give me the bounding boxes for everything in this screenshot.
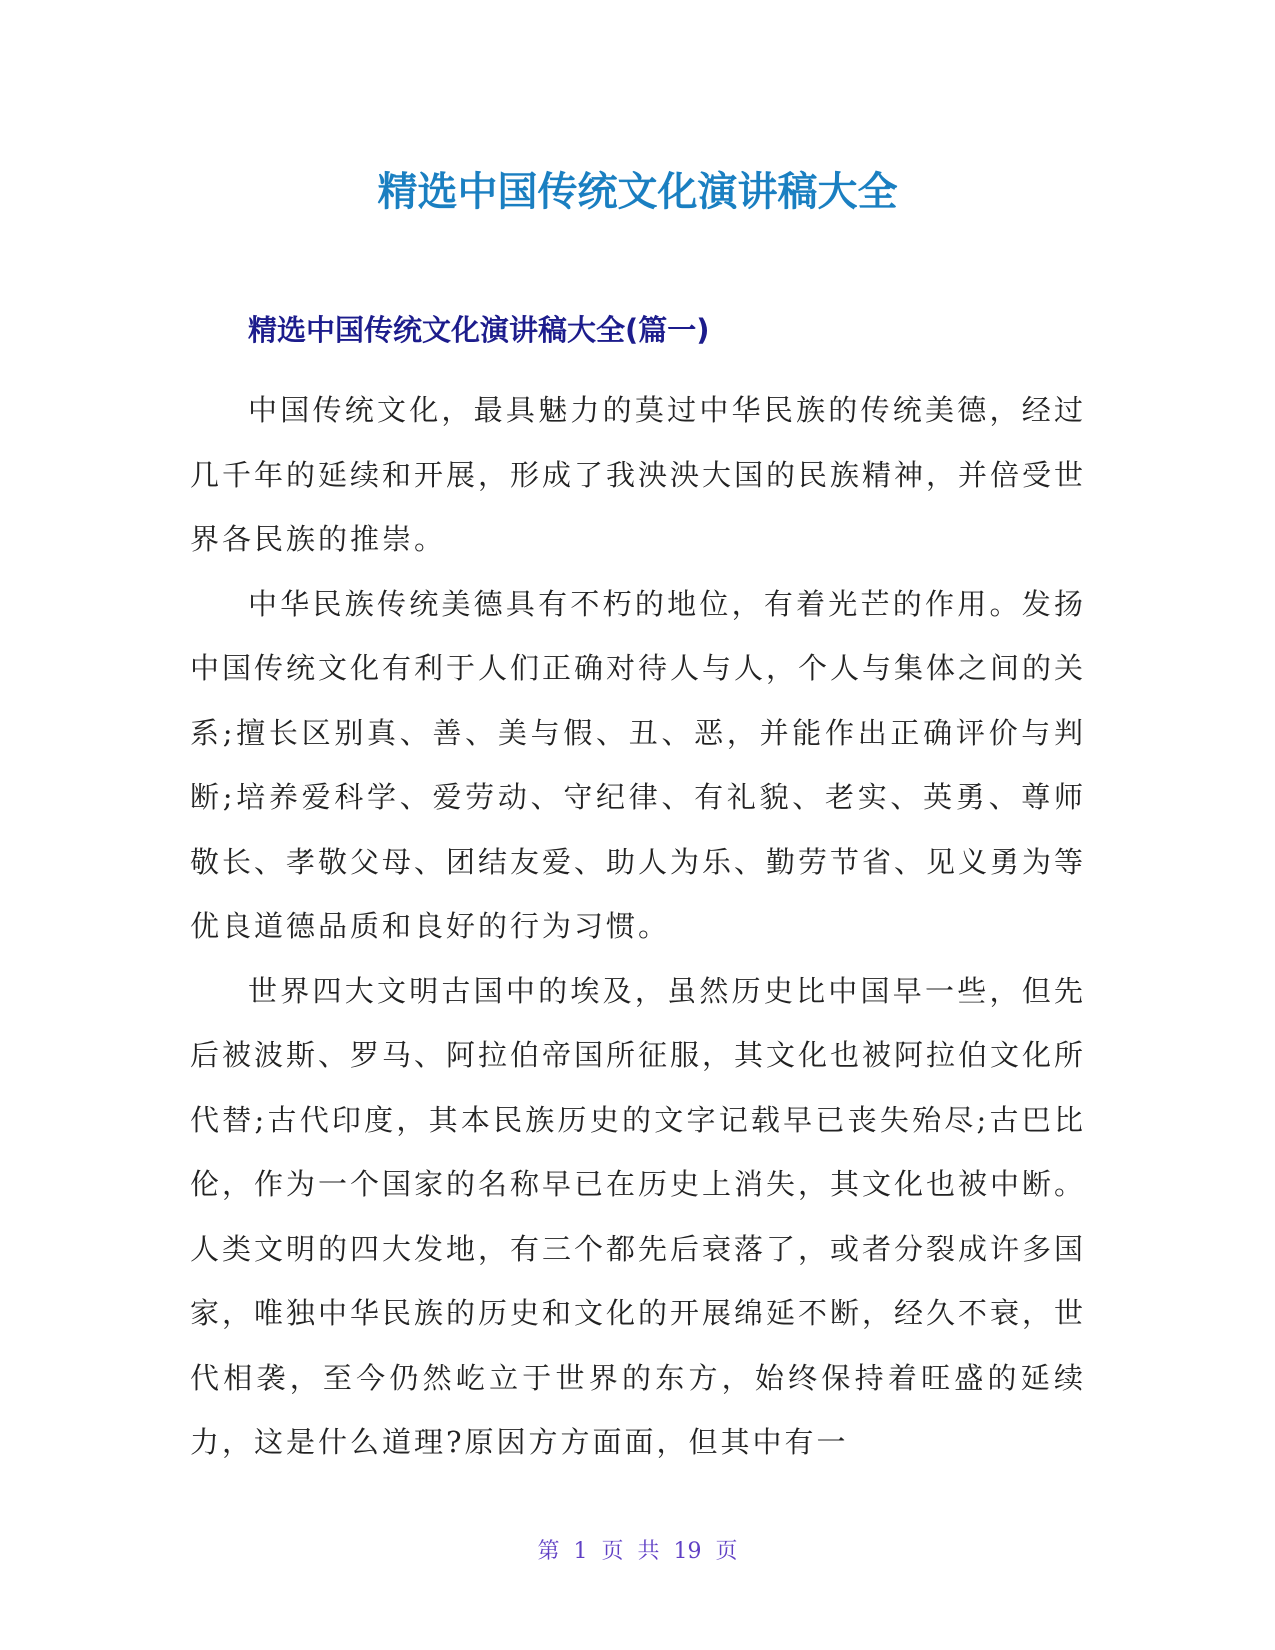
- document-body: [190, 378, 1086, 1475]
- paragraph: 中华民族传统美德具有不朽的地位，有着光芒的作用。发扬中国传统文化有利于人们正确对待人与人，个人与集体之间的关系;擅长区别真、善、美与假、丑、恶，并能作出正确评价与判断;培养爱科学、爱劳动、守纪律、有礼貌、老实、英勇、尊师敬长、孝敬父母、团结友爱、助人为乐、勤劳节省、见义勇为等优良道德品质和良好的行为习惯。: [190, 586, 1087, 943]
- page-number-footer: 第 1 页 共 19 页: [537, 1539, 738, 1564]
- section-title: 精选中国传统文化演讲稿大全(篇一): [248, 313, 710, 347]
- paragraph: 世界四大文明古国中的埃及，虽然历史比中国早一些，但先后被波斯、罗马、阿拉伯帝国所征服，其文化也被阿拉伯文化所代替;古代印度，其本民族历史的文字记载早已丧失殆尽;古巴比伦，作为一个国家的名称早已在历史上消失，其文化也被中断。人类文明的四大发地，有三个都先后衰落了，或者分裂成许多国家，唯独中华民族的历史和文化的开展绵延不断，经久不衰，世代相袭，至今仍然屹立于世界的东方，始终保持着旺盛的延续力，这是什么道理?原因方方面面，但其中有一: [190, 973, 1087, 1459]
- paragraph: 中国传统文化，最具魅力的莫过中华民族的传统美德，经过几千年的延续和开展，形成了我泱泱大国的民族精神，并倍受世界各民族的推崇。: [190, 393, 1087, 556]
- document-title: 精选中国传统文化演讲稿大全: [377, 169, 898, 215]
